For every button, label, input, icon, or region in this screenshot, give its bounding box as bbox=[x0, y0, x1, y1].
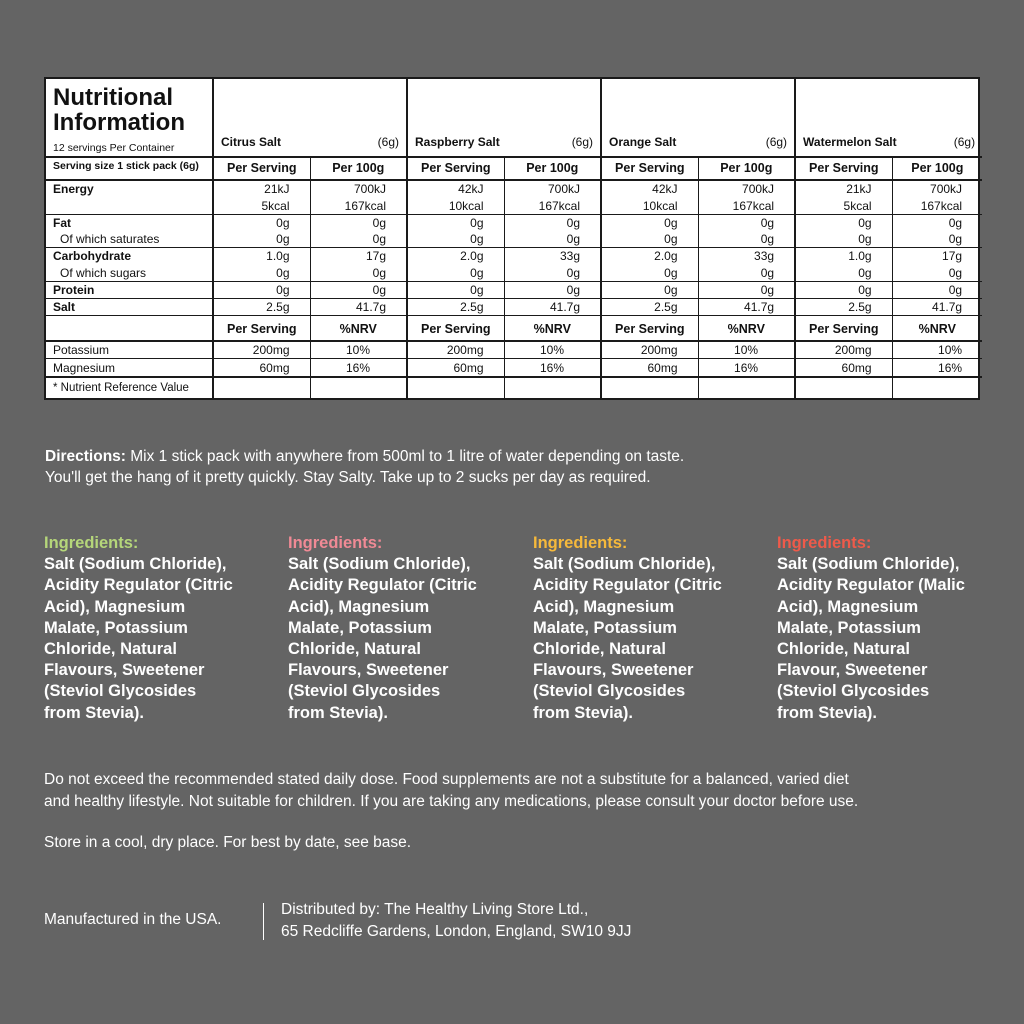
table-title-cell bbox=[46, 79, 213, 157]
warning-text: Do not exceed the recommended stated daily dose. Food supplements are not a substitute for a balanced, varied diet and healthy lifestyle. Not suitable for children. If you are taking any medications, please consult your doctor before use. bbox=[44, 771, 859, 810]
table-row: Carbohydrate 1.0g 17g 2.0g 33g 2.0g 33g 1.0g 17g bbox=[46, 248, 982, 265]
flavour-header-watermelon: Watermelon Salt (6g) bbox=[795, 79, 982, 157]
column-header-row: Serving size 1 stick pack (6g) Per Serving Per 100g Per Serving Per 100g Per Serving Per 100g Per Serving Per 100g bbox=[46, 157, 982, 180]
nrv-header-row: Per Serving %NRV Per Serving %NRV Per Serving %NRV Per Serving %NRV bbox=[46, 316, 982, 341]
flavour-header-orange: Orange Salt (6g) bbox=[601, 79, 795, 157]
ingredients-citrus: Ingredients: Salt (Sodium Chloride), Acidity Regulator (Citric Acid), Magnesium Malate, Potassium Chloride, Natural Flavours, Sweetener (Steviol Glycosides from Stevia). bbox=[44, 533, 264, 724]
table-row: Protein 0g 0g 0g 0g 0g 0g 0g 0g bbox=[46, 281, 982, 298]
ingredients-raspberry: Ingredients: Salt (Sodium Chloride), Acidity Regulator (Citric Acid), Magnesium Malate, Potassium Chloride, Natural Flavours, Sweetener (Steviol Glycosides from Stevia). bbox=[288, 533, 508, 724]
table-row: Of which sugars 0g 0g 0g 0g 0g 0g 0g 0g bbox=[46, 264, 982, 281]
table-row: Fat 0g 0g 0g 0g 0g 0g 0g 0g bbox=[46, 214, 982, 231]
ingredients-heading: Ingredients: bbox=[288, 534, 383, 552]
ingredients-heading: Ingredients: bbox=[533, 534, 628, 552]
table-row: Potassium 200mg 10% 200mg 10% 200mg 10% 200mg 10% bbox=[46, 341, 982, 359]
table-row: Magnesium 60mg 16% 60mg 16% 60mg 16% 60mg 16% bbox=[46, 359, 982, 377]
manufactured-text: Manufactured in the USA. bbox=[44, 911, 222, 928]
table-row: 5kcal 167kcal 10kcal 167kcal 10kcal 167kcal 5kcal 167kcal bbox=[46, 197, 982, 214]
serving-size: Serving size 1 stick pack (6g) bbox=[46, 157, 213, 180]
nutrition-table bbox=[44, 77, 980, 400]
footer-divider bbox=[263, 903, 264, 940]
distributor-address: Distributed by: The Healthy Living Store Ltd., 65 Redcliffe Gardens, London, England, SW10 9JJ bbox=[281, 901, 632, 940]
directions-label: Directions: bbox=[45, 448, 126, 465]
table-row: Energy 21kJ 700kJ 42kJ 700kJ 42kJ 700kJ 21kJ 700kJ bbox=[46, 180, 982, 197]
table-row: Salt 2.5g 41.7g 2.5g 41.7g 2.5g 41.7g 2.5g 41.7g bbox=[46, 298, 982, 315]
nrv-footnote: * Nutrient Reference Value bbox=[46, 377, 213, 398]
nutrition-title: Nutritional Information bbox=[53, 84, 185, 136]
servings-per-container: 12 servings Per Container bbox=[53, 142, 175, 154]
ingredients-heading: Ingredients: bbox=[44, 534, 139, 552]
flavour-header-raspberry: Raspberry Salt (6g) bbox=[407, 79, 601, 157]
table-row: Of which saturates 0g 0g 0g 0g 0g 0g 0g 0g bbox=[46, 231, 982, 248]
ingredients-watermelon: Ingredients: Salt (Sodium Chloride), Acidity Regulator (Malic Acid), Magnesium Malate, Potassium Chloride, Natural Flavour, Sweetener (Steviol Glycosides from Stevia). bbox=[777, 533, 997, 724]
directions: Directions: Mix 1 stick pack with anywhere from 500ml to 1 litre of water depending on taste. You'll get the hang of it pretty quickly. Stay Salty. Take up to 2 sucks per day as required. bbox=[45, 448, 685, 486]
ingredients-orange: Ingredients: Salt (Sodium Chloride), Acidity Regulator (Citric Acid), Magnesium Malate, Potassium Chloride, Natural Flavours, Sweetener (Steviol Glycosides from Stevia). bbox=[533, 533, 753, 724]
flavour-header-citrus: Citrus Salt (6g) bbox=[213, 79, 407, 157]
footnote-row bbox=[46, 377, 982, 398]
storage-text: Store in a cool, dry place. For best by date, see base. bbox=[44, 834, 412, 851]
ingredients-heading: Ingredients: bbox=[777, 534, 872, 552]
